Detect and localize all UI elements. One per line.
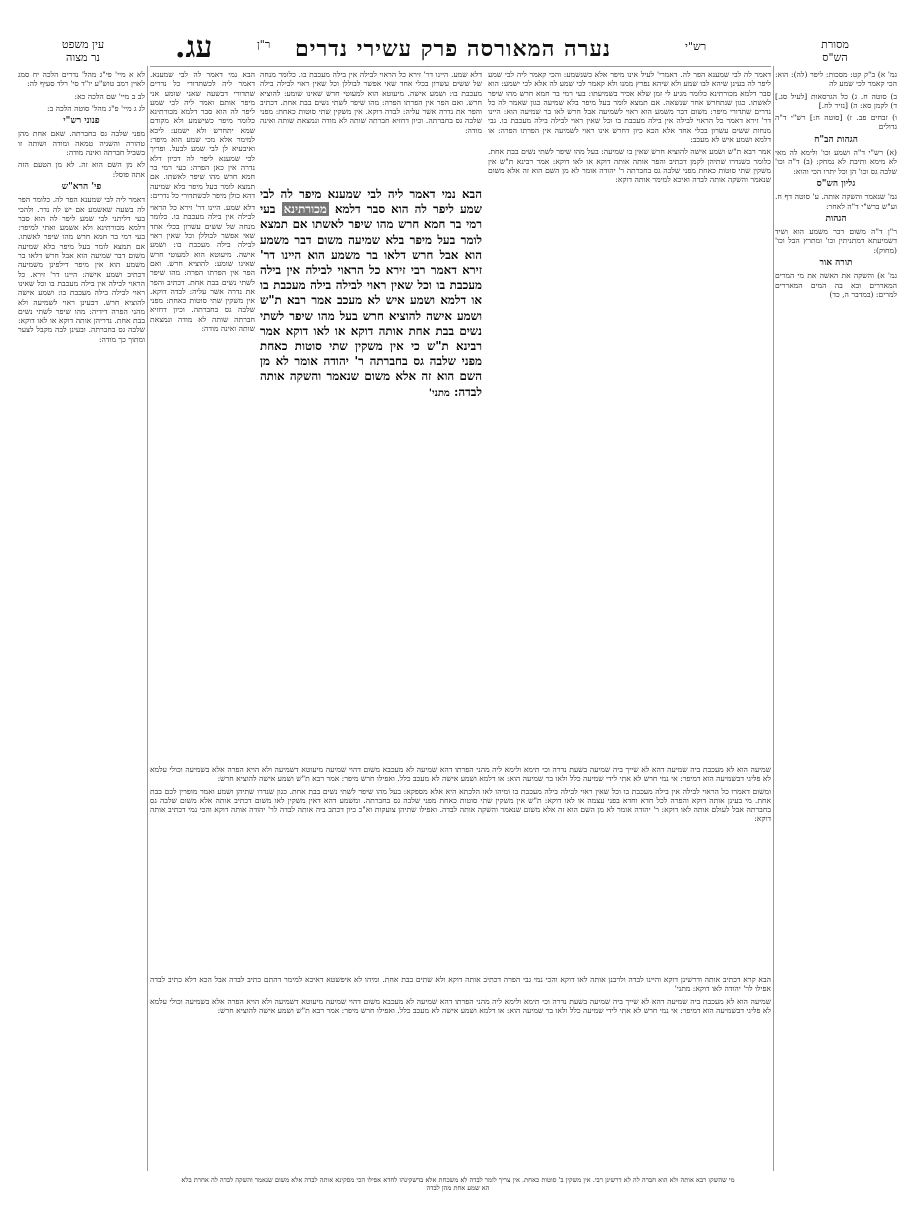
rashi-text-b: דלא שמע. היינו דר' זירא כל הראוי לבילה אין בילה מעכבת בו. כלומר מנחה של ששים עשרון בכלי אחד שאי אפשר לבוללן וכל שאין ראוי לבילה בילה מעכבת בו: ושמע אישה. מיעוטא הוא למעוטי חרש שאינו שומע: להוציא חרש. ואם הפר אין הפרתו הפרה: מהו שיפר לשתי נשים בבת אחת. דכתיב והפר את נדרה אשר עליה: לבדה דוקא. אין משקין שתי סוטות כאחת: מפני שלבה גס בחברתה. וכיון דחזיא חברתה שותה לא מודה ונמצאת שותה ואינה מודה: <box>150 203 255 334</box>
ein-mishpat-line: לב ב מיי' שם הלכה כא: <box>74 91 145 101</box>
rashi-commentary <box>150 70 255 760</box>
ran-text-b: אמר רבא ת"ש ושמע אישה להוציא חרש שאין בו שמיעה: בעל מהו שיפר לשתי נשים בבת אחת. כלומר כשנדרו שתיהן לקמן דכתיב והפר אותה אותה דוקא או לאו דוקא: אמר רבינא ת"ש אין משקין שתי סוטות כאחת מפני שלבה גס בחברתה ר' יהודה אומר לא מן השם הוא זה אלא משום שנאמר והשקה אותה לבדה ואיכא למימר אותה דוקא: <box>488 147 771 185</box>
ein-mishpat-header <box>28 38 138 64</box>
upper-commentary-strip <box>260 70 482 180</box>
bottom-text-c: הבא קרא דכתיב אותה ודרשינן דוקא והיינו לבדה ולרבנן אותה לאו דוקא והכי נמי גבי הפרה דכתיב אותה דוקא ולא שתים בבת אחת. ומיהו לא איפשטא דאיכא למימר דהתם כתיב לבדה אבל הכא דלא כתיב לבדה אפילו לר' יהודה לאו דוקא: מתני' <box>150 975 771 994</box>
column-divider <box>773 66 774 1171</box>
page-header <box>175 30 735 66</box>
header-rule <box>150 66 771 67</box>
gemara-line-2: לה לבי שמע ליפר לה הוא סבר דלמא <box>260 187 482 217</box>
gemara-line-3: בעי רמי בר חמא חרש מהו שיפר לאשתו אם תמצא לומר בעל מיפר בלא שמיעה משום דבר משמע הוא אבל חרש דלאו בר משמע הוא היינו דר' זירא דאמר רבי זירא כל הראוי לבילה אין בילה מעכבת בו וכל שאין ראוי לבילה בילה מעכבת בו או דלמא ושמע איש לא מעכב אמר רבא ת"ש ושמע אישה להוציא חרש <box>260 202 482 323</box>
bottom-text-a: שמיעה הוא לא מעכבת ביה שמיעה דהא לא שייך ביה שמיעה בשעת נדרה וכי תימא ולימא ליה מהני הפרתו דהא שמיעה לא מעכבא משום דהוי שמיעה מיעוטא דשמיעה ולא הויא הפרה אלא בשמיעה וכולי עלמא לא פליגי דבשמיעה הוא דמיפר: אי נמי חרש לא אתי לידי שמיעה כלל ולאו בר שמיעה הוא: או דלמא ושמע אישה לא מעכב כלל. ואפילו חרש מיפר: אמר רבא ת"ש ושמע אישה להוציא חרש: <box>150 765 771 784</box>
daf-number: עג. <box>175 30 213 65</box>
ein-mishpat-column <box>18 70 145 1170</box>
gilyon-text: גמ' שנאמר והשקה אותה. ע' סוטה דף ח. וע"ש ברש"י ד"ה לאחר: <box>775 192 897 211</box>
pnei-rashi-text: מפני שלבה גס בחברתה. שאם אחת מהן טהורה והשניה טמאה ומודה ושותה זו בשביל חברתה ואינה מודה: <box>18 129 145 158</box>
lower-commentary-a <box>150 765 771 975</box>
rosh-title: פי' הרא"ש <box>61 181 102 192</box>
bottom-text-b: ומשום דאמרו כל הראוי לבילה אין בילה מעכבת בו וכל שאין ראוי לבילה בילה מעכבת בו ומיהו לאו הלכתא היא אלא מספקא: בעל מהו שיפר לשתי נשים בבת אחת. כגון שנדרו שתיהן ושמע ואמר מופרין לכם בבת אחת. מי בעינן אותה דוקא והפרה לכל חדא וחדא בפני עצמה או לאו דוקא: ת"ש אין משקין שתי סוטות כאחת מפני שלבה גס בחברתה. ומשמע דהא דאין משקין לאו משום דכתיב אותה אלא משום שלבה גס בחברתה אבל לעולם אותה לאו דוקא: ר' יהודה אומר לא מן השם הוא זה אלא משום שנאמר והשקה אותה לבדה. ואפילו שתיהן צועקות וא"כ כיון דכתב ביה אותה לבדה לר' יהודה אותה דוקא והכי נמי דכתיב אותה דוקא: <box>150 786 771 824</box>
masoret-header <box>780 38 890 64</box>
bottom-text-a-repeat: שמיעה הוא לא מעכבת ביה שמיעה דהא לא שייך ביה שמיעה בשעת נדרה וכי תימא ולימא ליה מהני הפרתו דהא שמיעה לא מעכבא משום דהוי שמיעה מיעוטא דשמיעה ולא הויא הפרה אלא בשמיעה וכולי עלמא לא פליגי דבשמיעה הוא דמיפר: אי נמי חרש לא אתי לידי שמיעה כלל ולאו בר שמיעה הוא: או דלמא ושמע אישה לא מעכב כלל. ואפילו חרש מיפר: אמר רבא ת"ש ושמע אישה להוציא חרש: <box>150 996 771 1015</box>
torah-or-text: גמ' א) והשקה את האשה את מי המרים המאררים ובא בה המים המאררים למרים: (במדבר ה, כד) <box>775 271 897 299</box>
ran-commentary <box>488 70 771 760</box>
gemara-highlight: מכורתינא <box>283 202 327 217</box>
pnei-rashi-text-2: לא מן השם הוא זה. לא מן הטעם הזה אתה פוסל: <box>18 160 145 179</box>
ein-mishpat-title: עין משפט <box>61 38 105 51</box>
hagahot-title: הגהות <box>825 213 847 224</box>
masoret-title: מסורת <box>821 38 849 51</box>
hagahot-habach-text: (א) רש"י ד"ה ושמע וכו' ולימא לה מאי לא מימא ותיבת לא נמחק: (ב) ד"ה וכו' שלבה גס וכו' הן וכל יתרו הכי והוא: <box>775 148 897 176</box>
chapter-title: נערה המאורסה פרק עשירי נדרים <box>295 36 612 62</box>
rosh-text: דאמר ליה לבי שמענא הפר לה. כלומר הפר לה בשעה שאשמע אם יש לה נדר. ולהכי בעי דליתני לבי שמע ליפר לה הוא סבר דלמא מכורתינא ולא אשמע ואתי למיפר: בעי רמי בר חמא חרש מהו שיפר לאשתו. אם תמצא לומר בעל מיפר בלא שמיעה משום דבר שמיעה הוא אבל חרש דלאו בר משמע הוא אין מיפר דילפינן משמיעה דכתיב ושמע אישה: היינו דר' זירא. כל הראוי לבילה אין בילה מעכבת בו וכל שאינו ראוי לבילה בילה מעכבת בו: ושמע אישה להוציא חרש. דבעינן ראוי לשמיעה ולא מהני הפרה דידיה: מהו שיפר לשתי נשים בבת אחת. נדריהן אותה דוקא או לאו דוקא: שלבה גס בחברתה. ובעינן לבה מקבל לצער ומתוך כך מודה: <box>18 195 145 344</box>
gemara-text <box>260 187 482 401</box>
upper-strip-text: דלא שמע. היינו דר' זירא כל הראוי לבילה אין בילה מעכבת בו. כלומר מנחה של ששים עשרון בכלי אחד שאי אפשר לבוללן וכל שאין ראוי לבילה בילה מעכבת בו: ושמע אישה. מיעוטא הוא למעוטי חרש שאינו שומע: להוציא חרש. ואם הפר אין הפרתו הפרה: מהו שיפר לשתי נשים בבת אחת. דכתיב והפר את נדרה אשר עליה: לבדה דוקא. אין משקין שתי סוטות כאחת: מפני שלבה גס בחברתה. וכיון דחזיא חברתה שותה לא מודה ונמצאת שותה ואינה מודה: <box>260 70 482 135</box>
gilyon-title: גליון הש"ס <box>816 178 856 189</box>
column-divider <box>147 66 148 1171</box>
hashas-subtitle: הש"ס <box>822 51 848 64</box>
hagahot-text: ר"ן ד"ה משום דבר משמע הוא ושיד דשמיעתא דמתניתין וכו' ומתרץ הבל וכו' (מחוק): <box>775 227 897 255</box>
pnei-rashi-title: פנוני רש"י <box>63 116 100 127</box>
gemara-line-1: הבא נמי דאמר ליה לבי שמענא מיפר <box>299 187 482 201</box>
gemara-line-4: בעל מהו שיפר לשתי נשים בבת אחת אותה דוקא או לאו דוקא אמר רבינא ת"ש כי אין משקין שתי סוטות כאחת מפני שלבה גס בחברתה ר' יהודה אומר לא מן השם הוא זה אלא משום שנאמר והשקה אותה לבדה: <box>260 308 482 399</box>
masoret-line: ב) סוטה ח. ג) כל הגרסאות [לעיל סג.] ד) לקמן סא: ה) [נזיר לח.] <box>775 91 897 110</box>
masoret-line: ו) זבחים פב. ז) [סוטה ח:] רש"י ד"ה גדולים <box>775 113 897 132</box>
masoret-line: גמ' א) ב"ק קט: מסכות: ליפר (לה): הוא: הכי קאמר לכי שמע לה <box>775 70 897 89</box>
mishna-marker: מתני' <box>428 387 450 399</box>
ran-label: ר"ן <box>257 38 271 51</box>
masoret-column <box>775 70 897 790</box>
ein-mishpat-line: לא א מיי' פי"ג מהל' נדרים הלכה יח סמג לאוין רמב טוש"ע יו"ד סי' רלד סעיף לה: <box>18 70 145 89</box>
ran-text-a: דאמר לה לבי שמענא הפר לה. דאמרי' לעיל אינו מיפר אלא כשנשמע: והכי קאמר ליה לבי שמע ליפר לה בעינן שיהא לבו שמע ולא שיהא נפרץ ממנו ולא קאמר לבי שמע לה אלא לכי ישמע: הוא סבר דלמא מכורתינא כלומר מגיע לי זמן שלא אכיר בשמיעתו: בעי רמי בר חמא חרש מהו שיפר לאשתו. כגון שנתחרש אחר שנשאה. אם תמצא לומר בעל מיפר בלא שמיעה כגון שאמר לה כל נדרים שתדורי מיפר: משום דבר משמע הוא ראוי לשמיעה אבל חרש לאו בר שמיעה הוא: היינו דר' זירא דאמר כל הראוי לבילה אין בילה מעכבת בו וכל שאין ראוי לבילה בילה מעכבת בו. גבי מנחות ששים עשרון בכלי אחד אלא הכא כיון דחרש אינו ראוי לשמיעה אין הפרתו הפרה: או דלמא ושמע איש לא מעכב: <box>488 70 771 145</box>
page-footer: מי שהשקו רבא אותה ולא הוא חברה לה לא דרשינן רבי. אין משקין ב' סוטות כאחת. אין צריך לומר לבדה לא משכחת אלא בדשקינהו לחדא אפילו הכי מסקינא אותה לבדה אלא משום שנאמר והשקה לבדה לה אחרת בלא הא שמע אחת מהן לבדה <box>181 1176 735 1192</box>
lower-commentary-b <box>150 975 771 1173</box>
rashi-label: רש"י <box>685 40 707 53</box>
ein-mishpat-line: לג ג מיי' פ"ג מהל' סוטה הלכה ב: <box>47 103 145 113</box>
torah-or-title: תורה אור <box>819 258 853 269</box>
ner-mitzva-subtitle: נר מצוה <box>66 51 100 64</box>
hagahot-habach-title: הגהות הב"ח <box>814 134 858 145</box>
rashi-text-a: הבא נמי דאמר לה לבי שמענא. דאמר ליה לכשתדורי כל נדרים שתדורי דבשעה שאני שומע אני מיפר אותם ואמר ליה לכי שמע ליפר לה הוא סבר דלמא מכורתינא כלומר מיפר כשישמע ולא מקודם שמא יתחרש ולא ישמע: ליכא למימר אלא מכי שמע הוא מיפר: ואיבעיא לן לבי שמע לבעל. ופריך לבי שמענא ליפר לה דכיון דלא נדרה אין כאן הפרה: בעי רמי בר חמא חרש מהו שיפר לאשתו. אם תמצא לומר בעל מיפר בלא שמיעה דהא כולן מיפר לכשתדורי כל נדרים: <box>150 70 255 200</box>
